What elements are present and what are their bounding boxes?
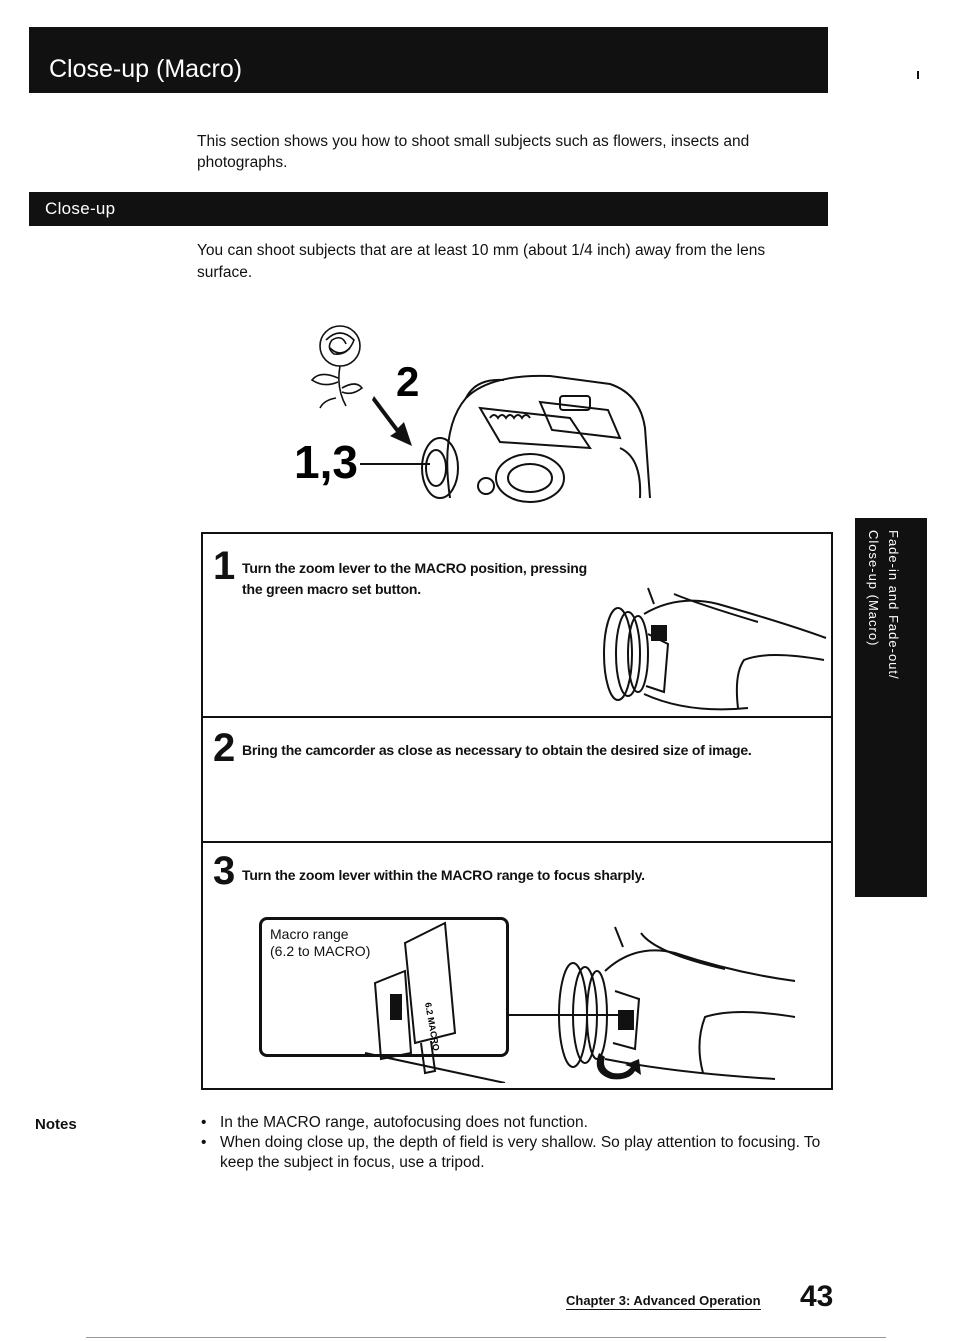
- bullet-icon: •: [201, 1114, 207, 1131]
- step-1: [203, 534, 831, 718]
- notes-label: Notes: [35, 1116, 77, 1133]
- chapter-side-tab: [855, 518, 927, 897]
- side-tab-line2: Close-up (Macro): [866, 530, 881, 647]
- section-title: Close-up: [45, 199, 116, 218]
- step-number: 2: [213, 726, 236, 770]
- macro-range-inset: [259, 917, 509, 1057]
- bullet-icon: •: [201, 1134, 207, 1151]
- zoom-lever-illustration: [588, 564, 828, 714]
- notes-list: [197, 1113, 827, 1173]
- step-text: Bring the camcorder as close as necessary to obtain the desired size of image.: [242, 742, 752, 758]
- footer-chapter: Chapter 3: Advanced Operation: [566, 1293, 761, 1308]
- list-item: • In the MACRO range, autofocusing does not function.: [201, 1114, 588, 1131]
- illustration-label-1-3: 1,3: [294, 436, 358, 488]
- section-lead: You can shoot subjects that are at least 10 mm (about 1/4 inch) away from the lens surface.: [197, 242, 766, 281]
- macro-range-line1: Macro range: [270, 926, 349, 942]
- section-title-bar: [29, 192, 828, 226]
- list-item: • When doing close up, the depth of field is very shallow. So play attention to focusing. To keep the subject in focus, use a tripod.: [201, 1134, 821, 1171]
- step-text: Turn the zoom lever to the MACRO position, pressing the green macro set button.: [242, 560, 588, 597]
- steps-box: [201, 532, 833, 1090]
- step-text: Turn the zoom lever within the MACRO range to focus sharply.: [242, 867, 645, 883]
- bottom-rule: [86, 1337, 886, 1338]
- macro-range-line2: (6.2 to MACRO): [270, 943, 371, 959]
- rotate-arrow-icon: [597, 1053, 641, 1079]
- page-number: 43: [800, 1280, 834, 1313]
- page-title: Close-up (Macro): [49, 55, 243, 83]
- side-tab-line1: Fade-in and Fade-out/: [886, 530, 901, 680]
- page-title-bar: [29, 27, 828, 93]
- camcorder-icon: [422, 376, 650, 502]
- macro-range-label: [270, 926, 372, 960]
- lever-marking: 6.2 MACRO: [423, 1001, 442, 1052]
- step-number: 1: [213, 544, 236, 588]
- intro-paragraph: This section shows you how to shoot small subjects such as flowers, insects and photographs.: [197, 133, 750, 171]
- illustration-label-2: 2: [396, 358, 420, 405]
- side-tab-text: [863, 530, 903, 680]
- step-number: 3: [213, 849, 236, 893]
- camcorder-illustration: [290, 318, 660, 508]
- step-3: [203, 843, 831, 1090]
- margin-tick: [917, 71, 919, 79]
- rose-icon: [312, 326, 362, 408]
- step-2: [203, 718, 831, 843]
